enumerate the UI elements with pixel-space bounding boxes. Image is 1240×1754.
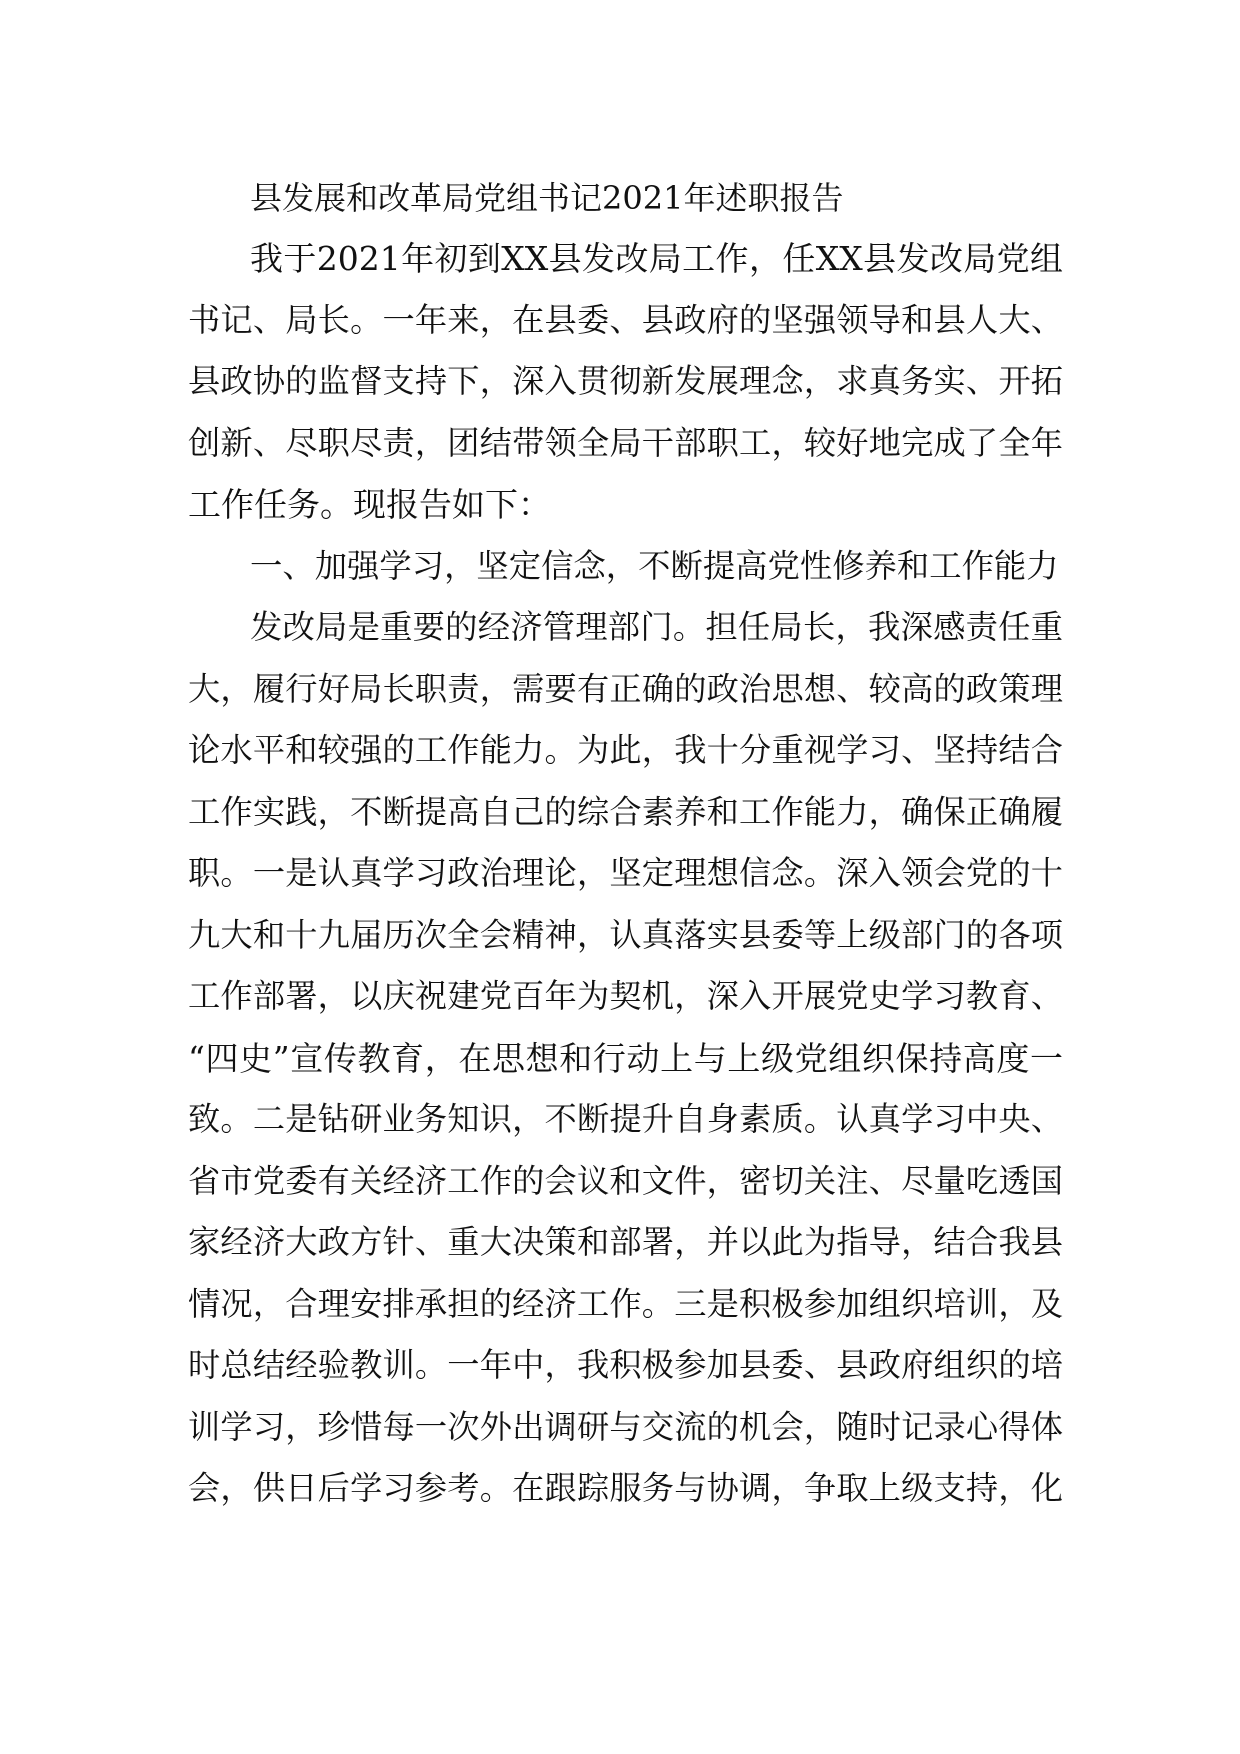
text-line: 创新、尽职尽责，团结带领全局干部职工，较好地完成了全年: [188, 423, 1063, 462]
text-line: “四史”宣传教育，在思想和行动上与上级党组织保持高度一: [188, 1038, 1063, 1078]
document-text: [188, 228, 1063, 1520]
text-line: 时总结经验教训。一年中，我积极参加县委、县政府组织的培: [188, 1346, 1063, 1384]
text-line: 发改局是重要的经济管理部门。担任局长，我深感责任重: [250, 608, 1063, 646]
text-line: 职。一是认真学习政治理论，坚定理想信念。深入领会党的十: [188, 854, 1063, 892]
text-line: 家经济大政方针、重大决策和部署，并以此为指导，结合我县: [188, 1223, 1063, 1261]
text-line: 一、加强学习，坚定信念，不断提高党性修养和工作能力: [250, 546, 1059, 585]
text-line: 论水平和较强的工作能力。为此，我十分重视学习、坚持结合: [188, 731, 1063, 769]
text-line: 会，供日后学习参考。在跟踪服务与协调，争取上级支持，化: [188, 1469, 1063, 1507]
text-line: 致。二是钻研业务知识，不断提升自身素质。认真学习中央、: [188, 1100, 1063, 1138]
text-line: 大，履行好局长职责，需要有正确的政治思想、较高的政策理: [188, 669, 1063, 708]
text-line: 工作实践，不断提高自己的综合素养和工作能力，确保正确履: [188, 792, 1063, 831]
text-line: 书记、局长。一年来，在县委、县政府的坚强领导和县人大、: [188, 300, 1063, 339]
text-line: 工作部署，以庆祝建党百年为契机，深入开展党史学习教育、: [188, 977, 1063, 1015]
text-line: 训学习，珍惜每一次外出调研与交流的机会，随时记录心得体: [188, 1407, 1063, 1446]
text-line: 工作任务。现报告如下：: [188, 485, 551, 524]
text-line: 省市党委有关经济工作的会议和文件，密切关注、尽量吃透国: [188, 1161, 1063, 1200]
text-line: 县政协的监督支持下，深入贯彻新发展理念，求真务实、开拓: [188, 362, 1063, 400]
text-line: 九大和十九届历次全会精神，认真落实县委等上级部门的各项: [188, 915, 1063, 954]
document-body: [188, 168, 1063, 1520]
text-line: 我于2021年初到XX县发改局工作，任XX县发改局党组: [250, 239, 1063, 278]
document-title: 县发展和改革局党组书记2021年述职报告: [250, 179, 844, 217]
text-line: 情况，合理安排承担的经济工作。三是积极参加组织培训，及: [188, 1284, 1063, 1323]
